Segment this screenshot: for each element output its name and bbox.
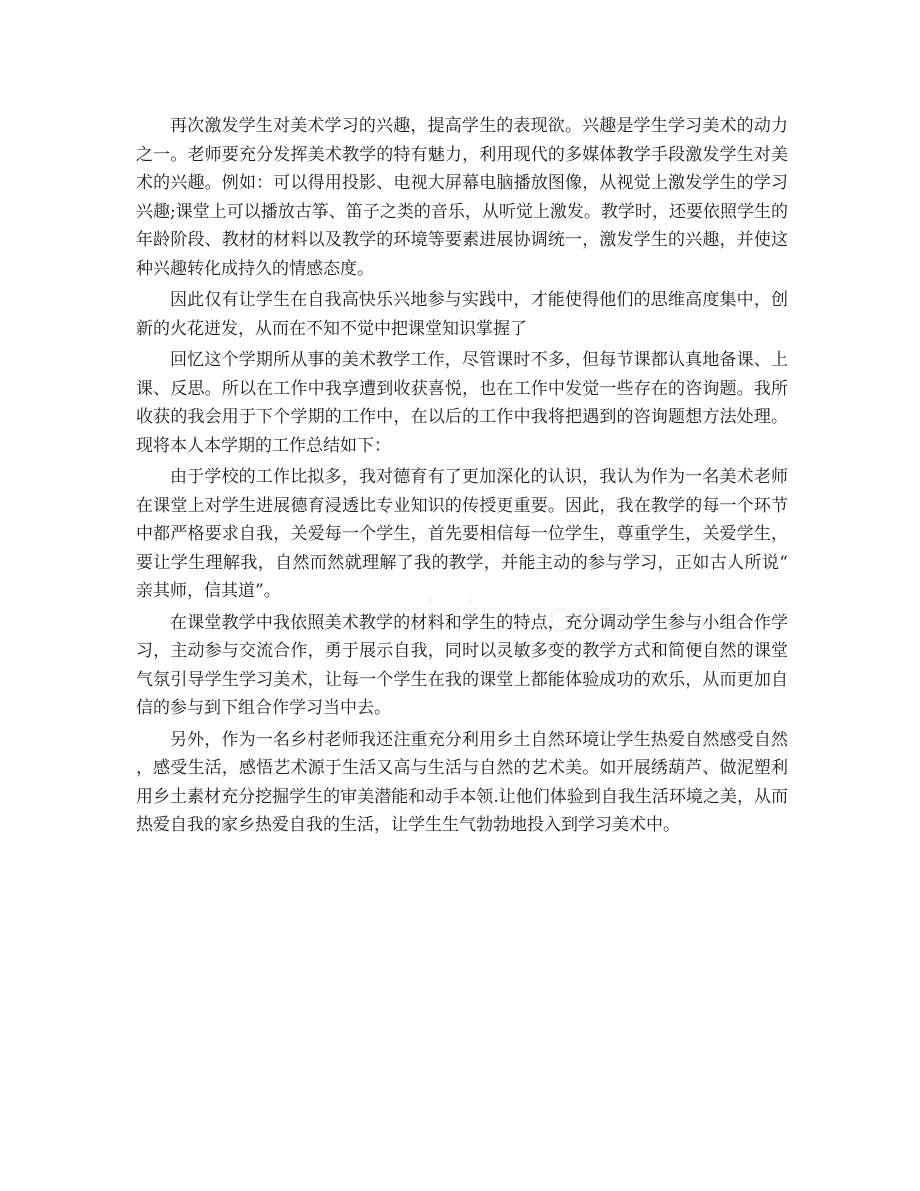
document-body: [136, 112, 788, 840]
paragraph-moral-education: 由于学校的工作比拟多，我对德育有了更加深化的认识，我认为作为一名美术老师在课堂上对学生进展德育浸透比专业知识的传授更重要。因此，我在教学的每一个环节中都严格要求自我，关爱每一个学生，首先要相信每一位学生，尊重学生，关爱学生，要让学生理解我，自然而然就理解了我的教学，并能主动的参与学习，正如古人所说“亲其师，信其道”。: [136, 467, 788, 601]
paragraph-rural-environment: 另外，作为一名乡村老师我还注重充分利用乡土自然环境让学生热爱自然感受自然，感受生活，感悟艺术源于生活又高与生活与自然的艺术美。如开展绣葫芦、做泥塑利用乡土素材充分挖掘学生的审美潜能和动手本领.让他们体验到自我生活环境之美，从而热爱自我的家乡热爱自我的生活，让学生生气勃勃地投入到学习美术中。: [136, 729, 788, 835]
paragraph-practice: 因此仅有让学生在自我高快乐兴地参与实践中，才能使得他们的思维高度集中，创新的火花迸发，从而在不知不觉中把课堂知识掌握了: [136, 290, 788, 339]
paragraph-interest: 再次激发学生对美术学习的兴趣，提高学生的表现欲。兴趣是学生学习美术的动力之一。老师要充分发挥美术教学的特有魅力，利用现代的多媒体教学手段激发学生对美术的兴趣。例如：可以得用投影、电视大屏幕电脑播放图像，从视觉上激发学生的学习兴趣;课堂上可以播放古筝、笛子之类的音乐，从听觉上激发。教学时，还要依照学生的年龄阶段、教材的材料以及教学的环境等要素进展协调统一，激发学生的兴趣，并使这种兴趣转化成持久的情感态度。: [136, 116, 788, 279]
paragraph-classroom-teaching: 在课堂教学中我依照美术教学的材料和学生的特点，充分调动学生参与小组合作学习，主动参与交流合作，勇于展示自我，同时以灵敏多变的教学方式和简便自然的课堂气氛引导学生学习美术，让每一个学生在我的课堂上都能体验成功的欢乐，从而更加自信的参与到下组合作学习当中去。: [136, 612, 788, 718]
paragraph-review: 回忆这个学期所从事的美术教学工作，尽管课时不多，但每节课都认真地备课、上课、反思。所以在工作中我享遭到收获喜悦，也在工作中发觉一些存在的咨询题。我所收获的我会用于下个学期的工作中，在以后的工作中我将把遇到的咨询题想方法处理。现将本人本学期的工作总结如下：: [136, 350, 788, 456]
